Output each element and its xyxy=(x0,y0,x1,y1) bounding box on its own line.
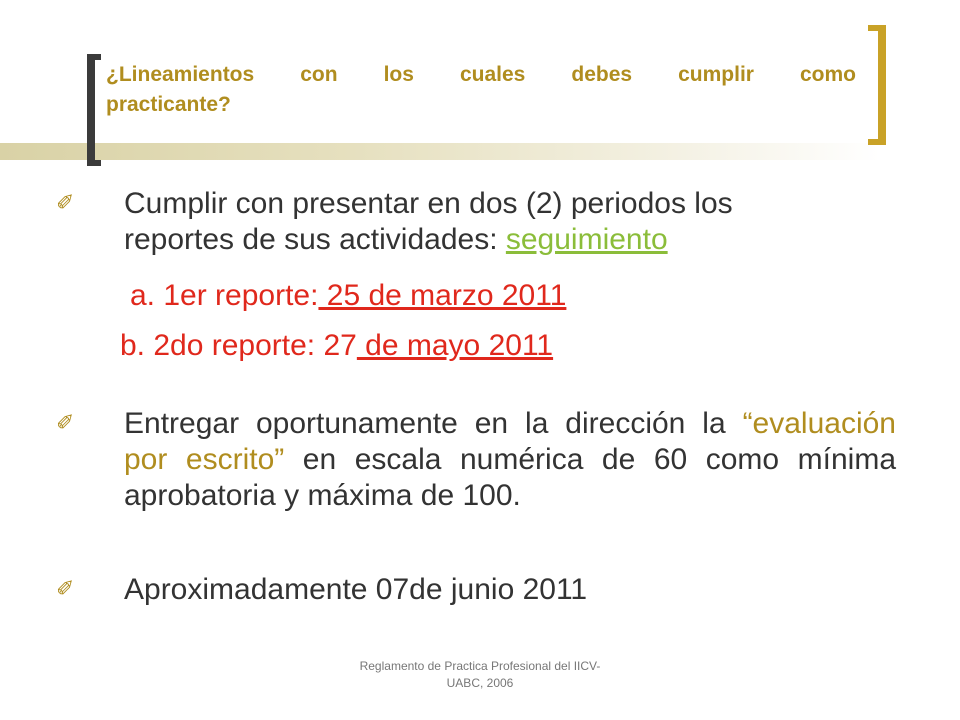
sub-b-date: de mayo 2011 xyxy=(356,329,554,362)
item3-text: Aproximadamente 07de junio 2011 xyxy=(124,573,588,606)
footer-line2: UABC, 2006 xyxy=(446,676,514,690)
item1-line2: reportes de sus actividades: xyxy=(124,223,506,256)
right-bracket-decoration xyxy=(868,25,886,145)
slide-title-line2: practicante? xyxy=(106,93,231,116)
item2-text-before: Entregar oportunamente en la dirección la xyxy=(124,407,743,440)
sub-a-date: 25 de marzo 2011 xyxy=(318,279,567,312)
bullet-item-evaluation xyxy=(124,406,896,514)
bullet-item-date xyxy=(124,572,896,608)
slide-footer xyxy=(330,658,630,692)
item2-quoted-evaluation: “evaluación por escrito” xyxy=(124,407,896,476)
title-underline-bar xyxy=(0,143,880,160)
sub-item-first-report xyxy=(130,278,566,314)
pencil-bullet-icon: ✐ xyxy=(56,190,75,215)
seguimiento-link[interactable]: seguimiento xyxy=(505,223,668,256)
sub-a-prefix: a. 1er reporte: xyxy=(130,279,319,312)
sub-b-prefix: b. 2do reporte: 27 xyxy=(120,329,357,362)
sub-item-second-report xyxy=(120,328,553,364)
slide-title-line1: ¿Lineamientos con los cuales debes cumplir como xyxy=(106,63,856,86)
item2-text-after: en escala numérica de 60 como mínima aprobatoria y máxima de 100. xyxy=(124,443,897,512)
slide-title xyxy=(106,60,856,120)
left-bracket-decoration xyxy=(87,54,101,166)
pencil-bullet-icon: ✐ xyxy=(56,576,75,601)
bullet-item-reports xyxy=(124,186,896,258)
pencil-bullet-icon: ✐ xyxy=(56,410,75,435)
item1-line1: Cumplir con presentar en dos (2) periodos los xyxy=(124,187,733,220)
footer-line1: Reglamento de Practica Profesional del IICV- xyxy=(359,659,601,673)
